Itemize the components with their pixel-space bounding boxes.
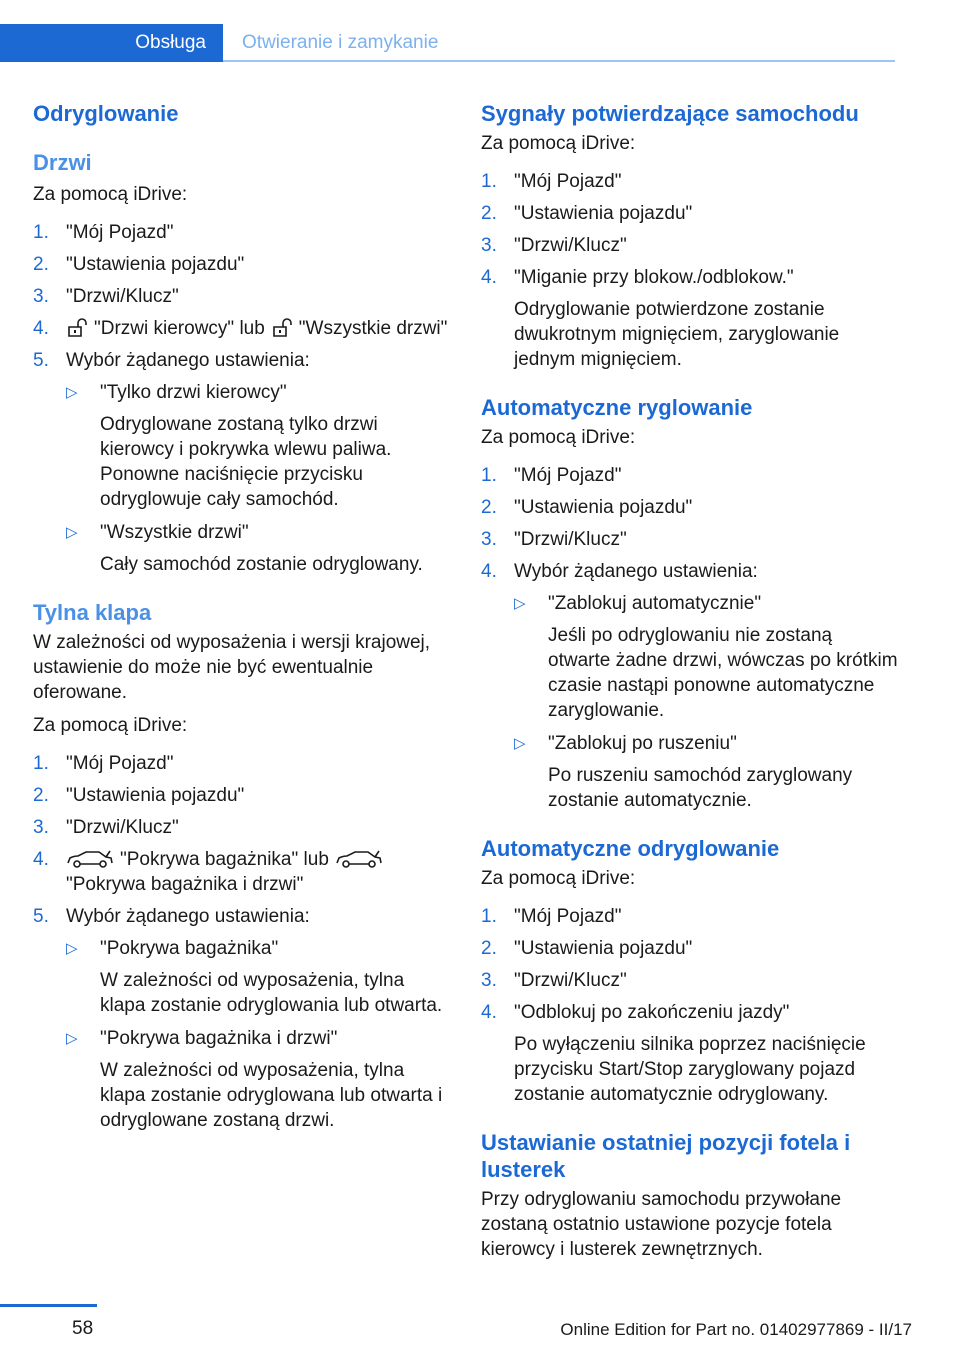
intro-text: Za pomocą iDrive: <box>481 868 636 889</box>
list-item: 2. "Ustawienia pojazdu" <box>481 497 693 518</box>
triangle-bullet-icon: ▷ <box>66 940 78 957</box>
car-trunk-icon <box>335 849 383 869</box>
unlock-icon <box>271 318 293 338</box>
triangle-bullet-icon: ▷ <box>66 384 78 401</box>
left-column <box>33 100 451 1133</box>
options-list <box>66 936 451 1133</box>
list-item: 3. "Drzwi/Klucz" <box>481 529 627 550</box>
list-item: 3. "Drzwi/Klucz" <box>33 286 179 307</box>
body-text: Przy odryglowaniu samochodu przywołane zostaną ostatnio ustawione pozycje fotela kierowcy i lusterek zewnętrznych. <box>481 1189 842 1260</box>
tab-obsluga[interactable]: Obsługa <box>0 24 223 62</box>
triangle-bullet-icon: ▷ <box>514 595 526 612</box>
page-number: 58 <box>72 1318 94 1339</box>
list-item: 5. Wybór żądanego ustawienia: ▷ "Pokrywa bagażnika" W zależności od wyposażenia, tylna klapa zostanie odryglowania lub otwarta. ▷ "Pokrywa bagażnika i drzwi" W zależności od wyposażenia, tylna klapa zostanie odryglowana lub otwarta i odryglowane zostaną drzwi. <box>33 904 451 1133</box>
footer-rule <box>0 1304 97 1307</box>
list-item: 3. "Drzwi/Klucz" <box>33 817 179 838</box>
list-item: 4. "Miganie przy blokow./odblokow." Odryglowanie potwierdzone zostanie dwukrotnym mignięciem, zaryglowanie jednym mignięciem. <box>481 267 840 370</box>
list-item: 1. "Mój Pojazd" <box>33 753 174 774</box>
heading-odryglowanie: Odryglowanie <box>33 101 179 126</box>
list-item: ▷ "Tylko drzwi kierowcy" Odryglowane zostaną tylko drzwi kierowcy i pokrywka wlewu paliwa. Ponowne naciśnięcie przycisku odryglowuje cały samochód. <box>66 382 392 510</box>
list-item: 4. Wybór żądanego ustawienia: ▷ "Zablokuj automatycznie" Jeśli po odryglowaniu nie zostaną otwarte żadne drzwi, wówczas po krótkim czasie nastąpi ponowne automatyczne zaryglowanie. ▷ "Zablokuj po ruszeniu" Po ruszeniu samochód zaryglowany zostanie automatycznie. <box>481 561 898 811</box>
list-item: ▷ "Pokrywa bagażnika" W zależności od wyposażenia, tylna klapa zostanie odryglowania lub otwarta. <box>66 938 443 1016</box>
heading-automatyczne-odryglowanie: Automatyczne odryglowanie <box>481 836 780 861</box>
heading-ustawianie-pozycji: Ustawianie ostatniej pozycji fotela i lusterek <box>481 1130 851 1182</box>
list-item: 1. "Mój Pojazd" <box>481 906 622 927</box>
list-item: ▷ "Zablokuj po ruszeniu" Po ruszeniu samochód zaryglowany zostanie automatycznie. <box>514 733 853 811</box>
list-item: 4. "Pokrywa bagażnika" lub "Pokrywa bagażnika i drzwi" <box>33 847 451 897</box>
steps-list <box>33 220 451 577</box>
car-trunk-icon <box>66 849 114 869</box>
triangle-bullet-icon: ▷ <box>66 1030 78 1047</box>
list-item: 3. "Drzwi/Klucz" <box>481 970 627 991</box>
options-list <box>66 380 451 577</box>
list-item: ▷ "Zablokuj automatycznie" Jeśli po odryglowaniu nie zostaną otwarte żadne drzwi, wówczas po krótkim czasie nastąpi ponowne automatyczne zaryglowanie. <box>514 593 898 721</box>
note-text: W zależności od wyposażenia i wersji krajowej, ustawienie do może nie być ewentualnie oferowane. <box>33 632 431 703</box>
list-item: 3. "Drzwi/Klucz" <box>481 235 627 256</box>
intro-text: Za pomocą iDrive: <box>481 133 636 154</box>
list-item: 2. "Ustawienia pojazdu" <box>33 785 245 806</box>
heading-sygnaly: Sygnały potwierdzające samochodu <box>481 101 859 126</box>
intro-text: Za pomocą iDrive: <box>33 715 188 736</box>
steps-list <box>481 904 899 1107</box>
subheading-drzwi: Drzwi <box>33 150 92 175</box>
steps-list <box>33 751 451 1133</box>
list-item: 1. "Mój Pojazd" <box>481 171 622 192</box>
options-list <box>514 591 899 813</box>
list-item: 2. "Ustawienia pojazdu" <box>481 938 693 959</box>
page-header <box>0 0 960 62</box>
list-item: 2. "Ustawienia pojazdu" <box>481 203 693 224</box>
list-item: 1. "Mój Pojazd" <box>33 222 174 243</box>
heading-automatyczne-ryglowanie: Automatyczne ryglowanie <box>481 395 753 420</box>
edition-text: Online Edition for Part no. 01402977869 - II/17 <box>560 1320 912 1339</box>
right-column <box>481 100 899 1262</box>
subheading-tylna-klapa: Tylna klapa <box>33 600 152 625</box>
list-item: ▷ "Wszystkie drzwi" Cały samochód zostanie odryglowany. <box>66 522 423 575</box>
unlock-icon <box>66 318 88 338</box>
intro-text: Za pomocą iDrive: <box>33 184 188 205</box>
list-item: 4. "Odblokuj po zakończeniu jazdy" Po wyłączeniu silnika poprzez naciśnięcie przycisku Start/Stop zaryglowany pojazd zostanie automatycznie odryglowany. <box>481 1002 866 1105</box>
triangle-bullet-icon: ▷ <box>514 735 526 752</box>
triangle-bullet-icon: ▷ <box>66 524 78 541</box>
list-item: 4. "Drzwi kierowcy" lub "Wszystkie drzwi" <box>33 318 448 339</box>
intro-text: Za pomocą iDrive: <box>481 427 636 448</box>
list-item: 2. "Ustawienia pojazdu" <box>33 254 245 275</box>
list-item: ▷ "Pokrywa bagażnika i drzwi" W zależności od wyposażenia, tylna klapa zostanie odryglowana lub otwarta i odryglowane zostaną drzwi. <box>66 1028 443 1131</box>
steps-list <box>481 169 899 372</box>
steps-list <box>481 463 899 813</box>
list-item: 1. "Mój Pojazd" <box>481 465 622 486</box>
tab-otwieranie-i-zamykanie[interactable]: Otwieranie i zamykanie <box>242 32 439 53</box>
header-rule <box>223 60 895 62</box>
list-item: 5. Wybór żądanego ustawienia: ▷ "Tylko drzwi kierowcy" Odryglowane zostaną tylko drzwi kierowcy i pokrywka wlewu paliwa. Ponowne naciśnięcie przycisku odryglowuje cały samochód. ▷ "Wszystkie drzwi" Cały samochód zostanie odryglowany. <box>33 348 451 577</box>
